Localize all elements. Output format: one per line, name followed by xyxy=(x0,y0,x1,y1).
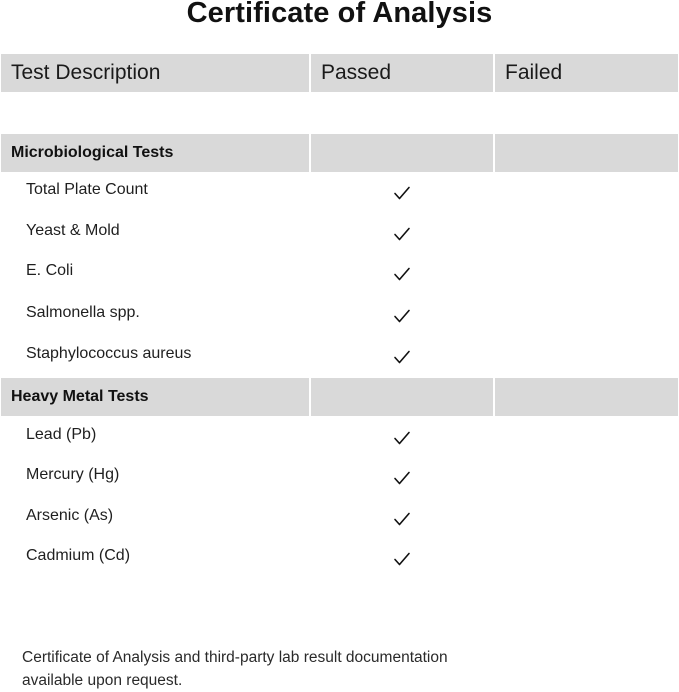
check-icon xyxy=(393,349,411,365)
check-icon xyxy=(393,266,411,282)
footer-note: Certificate of Analysis and third-party lab result documentation available upon request. xyxy=(22,649,448,689)
page-title: Certificate of Analysis xyxy=(186,0,493,29)
check-icon xyxy=(393,430,411,446)
check-icon xyxy=(393,226,411,242)
column-header-failed: Failed xyxy=(495,54,678,92)
section-failed-cell xyxy=(495,378,678,416)
test-row xyxy=(0,214,679,254)
test-row xyxy=(0,254,679,294)
test-name: Staphylococcus aureus xyxy=(26,345,192,362)
test-name: Arsenic (As) xyxy=(26,507,114,524)
section-failed-cell xyxy=(495,134,678,172)
test-name: Mercury (Hg) xyxy=(26,466,120,483)
check-icon xyxy=(393,511,411,527)
column-header-test-description: Test Description xyxy=(1,54,309,92)
test-row xyxy=(0,173,679,213)
test-name: Lead (Pb) xyxy=(26,426,97,443)
check-icon xyxy=(393,551,411,567)
table-header-row xyxy=(0,54,679,92)
section-passed-cell xyxy=(311,378,493,416)
section-passed-cell xyxy=(311,134,493,172)
check-icon xyxy=(393,470,411,486)
section-title: Heavy Metal Tests xyxy=(1,378,309,416)
test-name: Cadmium (Cd) xyxy=(26,547,131,564)
check-icon xyxy=(393,185,411,201)
check-icon xyxy=(393,308,411,324)
section-row-heavy-metals xyxy=(0,378,679,416)
test-row xyxy=(0,458,679,498)
test-name: Total Plate Count xyxy=(26,181,148,198)
test-name: Salmonella spp. xyxy=(26,304,140,321)
test-name: Yeast & Mold xyxy=(26,222,120,239)
test-name: E. Coli xyxy=(26,262,74,279)
test-row xyxy=(0,296,679,336)
test-row xyxy=(0,418,679,458)
section-row-microbiological xyxy=(0,134,679,172)
test-row xyxy=(0,539,679,579)
section-title: Microbiological Tests xyxy=(1,134,309,172)
test-row xyxy=(0,499,679,539)
test-row xyxy=(0,337,679,377)
column-header-passed: Passed xyxy=(311,54,493,92)
